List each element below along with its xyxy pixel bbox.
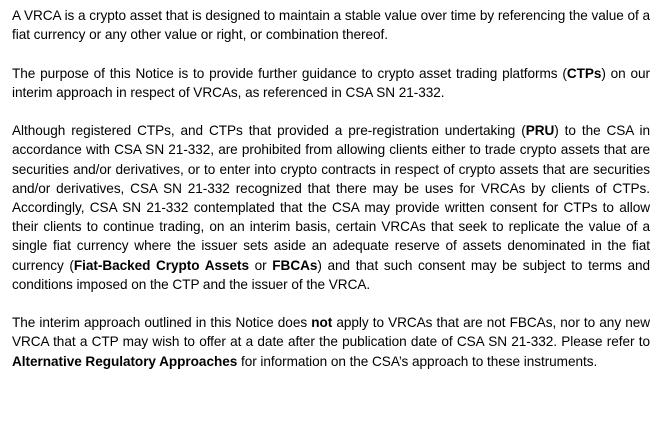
text-segment: for information on the CSA’s approach to these instruments. [237,353,598,369]
defined-term-pru: PRU [525,123,555,139]
emphasis-not: not [311,315,333,331]
paragraph-background [12,121,650,294]
text-segment: The interim approach outlined in this Notice does [12,315,312,331]
paragraph-vrca-definition [12,6,650,44]
defined-term-ctps: CTPs [566,65,602,81]
text-segment: apply to VRCAs that are not FBCAs, nor to any new VRCA that a CTP may wish to offer at a date after the publication date of CSA SN 21-332. Please refer to [12,315,650,350]
text-segment: or [248,257,273,273]
paragraph-notice-purpose [12,64,650,102]
defined-term-fbcas: FBCAs [272,257,318,273]
reference-alternative-regulatory-approaches: Alternative Regulatory Approaches [12,353,238,369]
text-segment: Although registered CTPs, and CTPs that provided a pre-registration undertaking ( [12,123,526,139]
defined-term-fiat-backed-crypto-assets: Fiat-Backed Crypto Assets [73,257,249,273]
text-segment: ) and that such consent may be subject to terms and conditions imposed on the CTP and the issuer of the VRCA. [12,257,650,292]
text-segment: ) on our interim approach in respect of VRCAs, as referenced in CSA SN 21-332. [12,65,650,100]
text-segment: A VRCA is a crypto asset that is designed to maintain a stable value over time by referencing the value of a fiat currency or any other value or right, or combination thereof. [12,8,650,43]
paragraph-scope [12,313,650,371]
text-segment: ) to the CSA in accordance with CSA SN 21-332, are prohibited from allowing clients either to trade crypto assets that are securities and/or derivatives, or to enter into crypto contracts in respect of crypto assets that are securities and/or derivatives, CSA SN 21-332 recognized that there may be uses for VRCAs by clients of CTPs. Accordingly, CSA SN 21-332 contemplated that the CSA may provide written consent for CTPs to allow their clients to continue trading, on an interim basis, certain VRCAs that seek to replicate the value of a single fiat currency where the issuer sets aside an adequate reserve of assets denominated in the fiat currency ( [12,123,650,273]
text-segment: The purpose of this Notice is to provide further guidance to crypto asset trading platforms ( [12,65,567,81]
